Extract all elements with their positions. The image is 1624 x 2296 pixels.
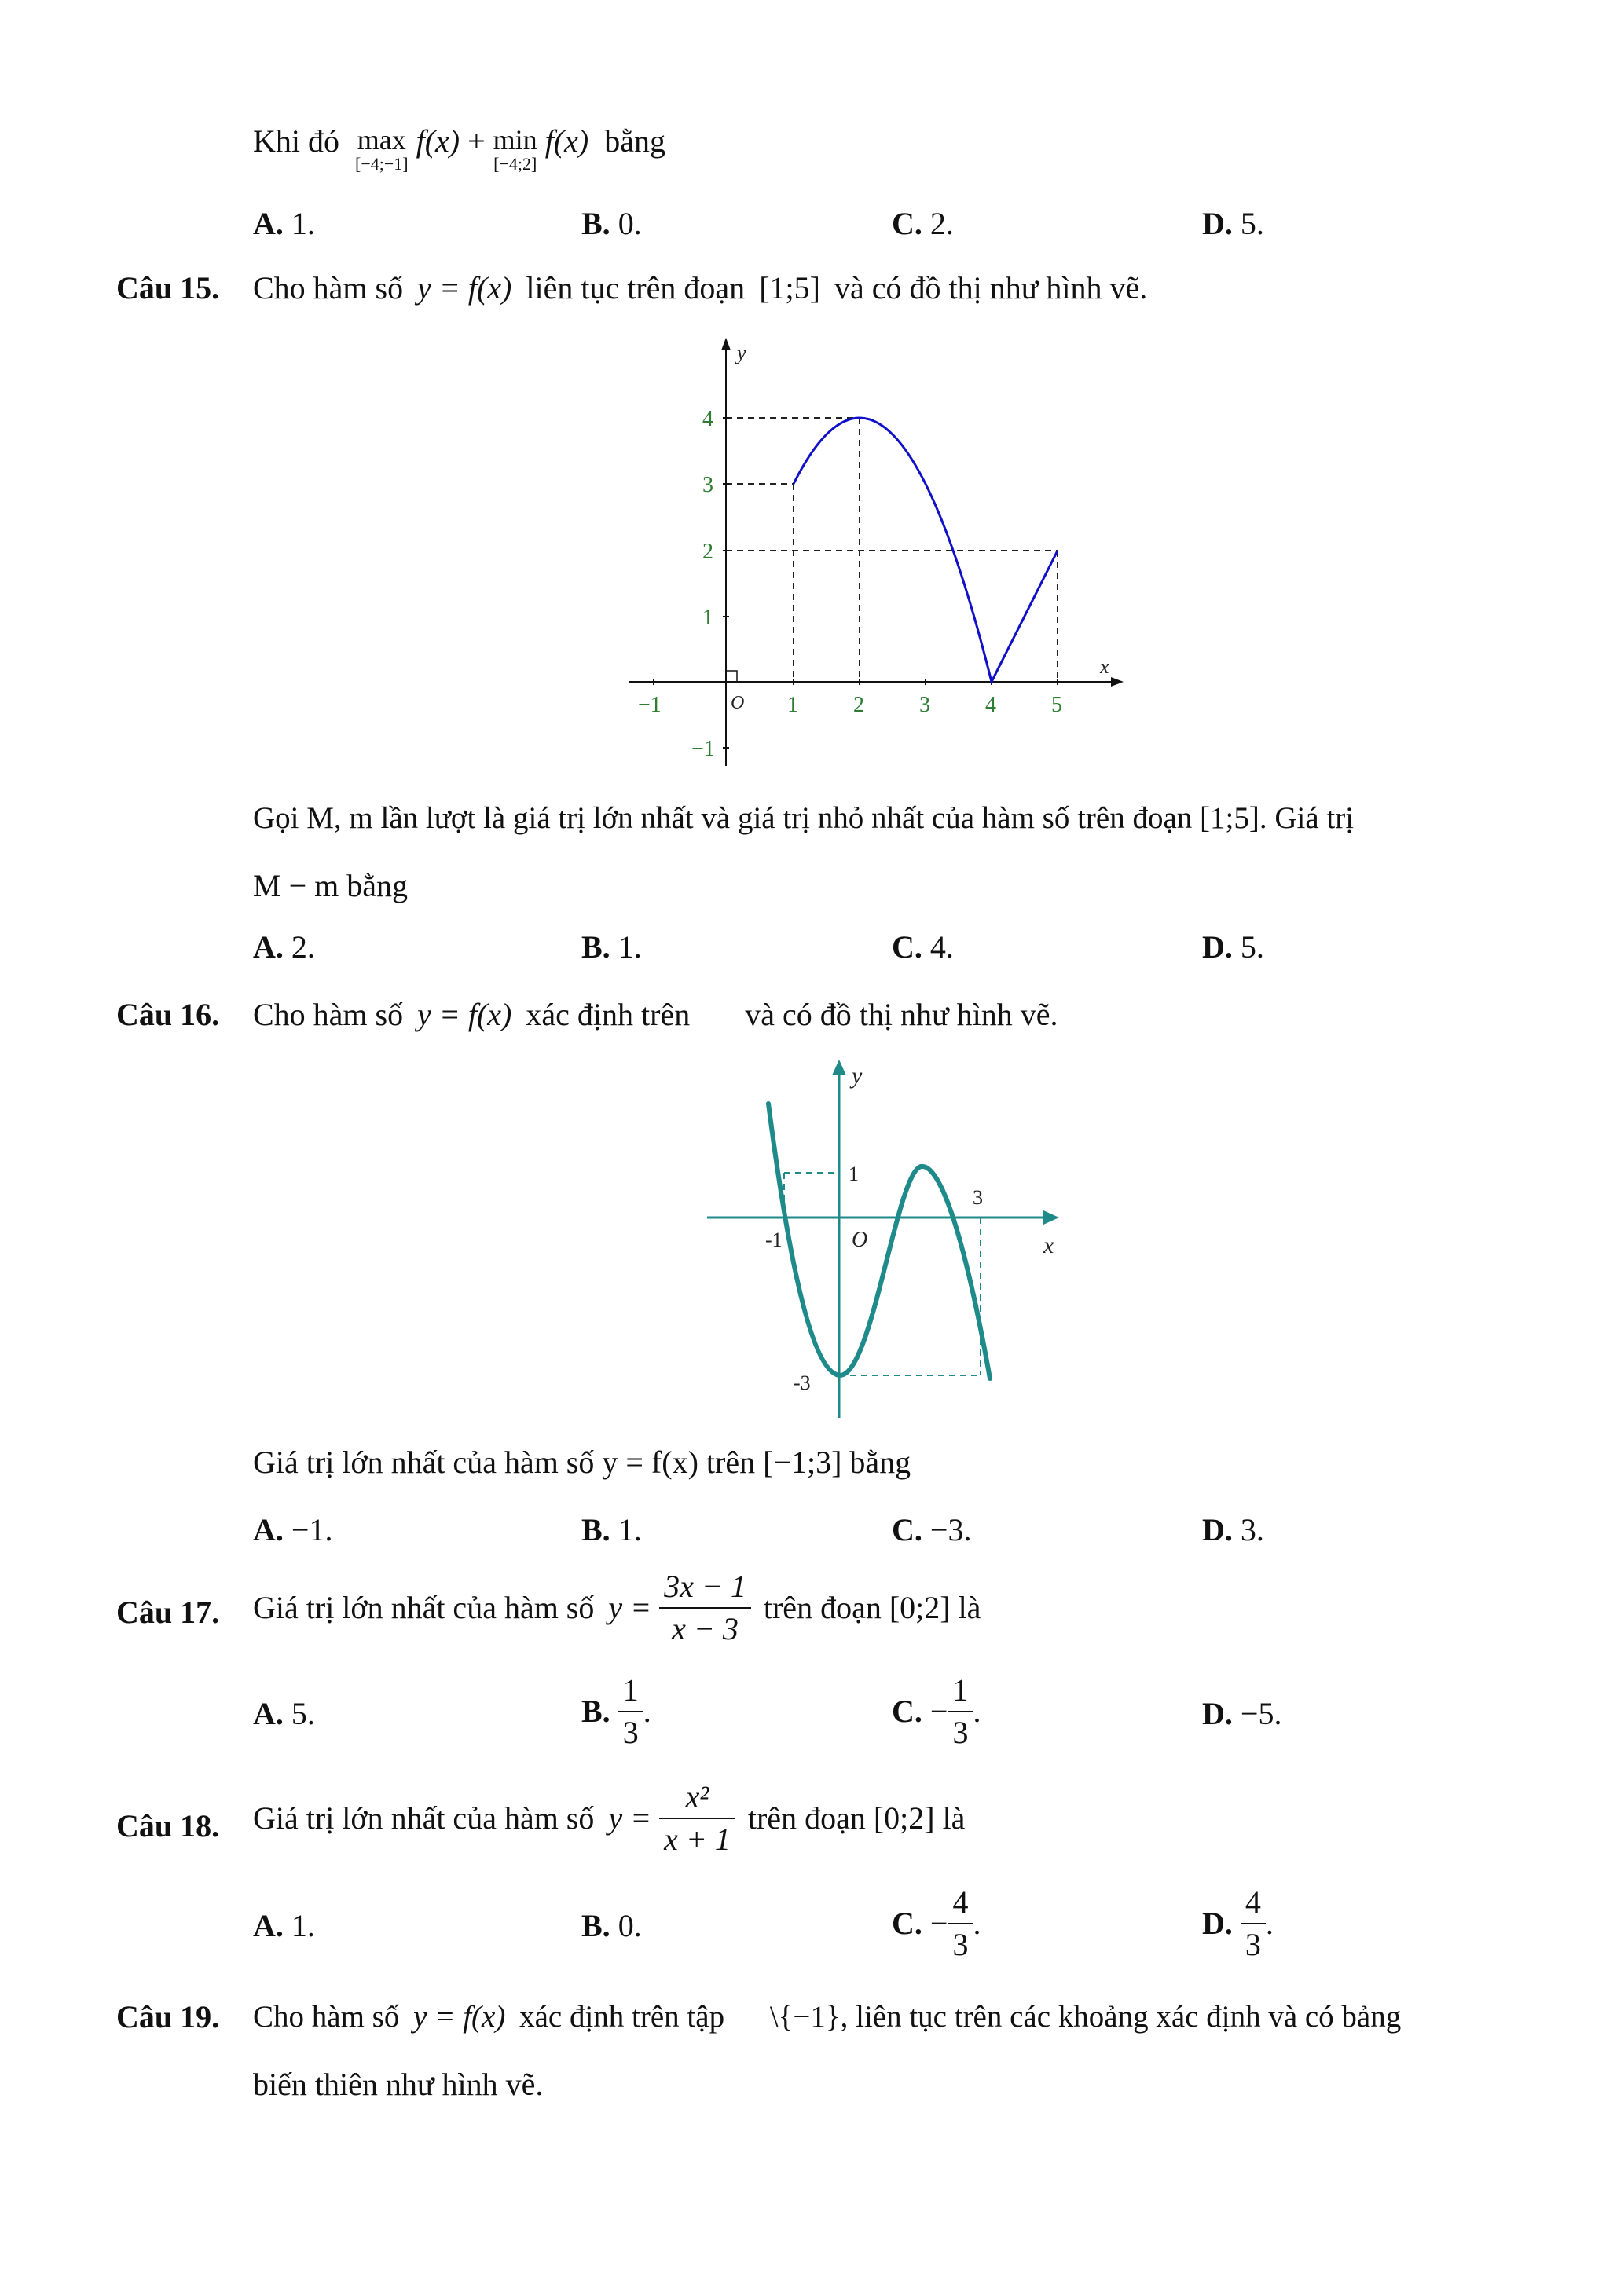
q14-answer-b[interactable] [581, 208, 642, 240]
tick-y-neg3: -3 [794, 1371, 811, 1394]
answer-value: 1. [291, 206, 315, 241]
ytick-neg1: −1 [691, 737, 715, 761]
xtick-5: 5 [1051, 693, 1062, 717]
q15-y-label: y [737, 342, 746, 364]
q15-answer-a[interactable] [253, 929, 315, 965]
answer-letter: C. [892, 206, 922, 241]
answer-after: . [973, 1694, 981, 1729]
answer-letter: A. [253, 1908, 284, 1943]
xtick-neg1: −1 [638, 693, 662, 717]
q15-guides [726, 418, 1058, 682]
answer-after: . [973, 1906, 981, 1941]
q18-text-b: trên đoạn [0;2] là [747, 1800, 966, 1836]
q14-fx1: f(x) [416, 123, 460, 159]
numerator: 1 [952, 1672, 969, 1708]
denominator: 3 [618, 1711, 643, 1749]
q19-stem [253, 2001, 1401, 2032]
y-axis-arrow [721, 338, 731, 350]
q15-func: y = f(x) [417, 270, 512, 306]
answer-after: . [643, 1694, 651, 1729]
q15-x-label: x [1100, 655, 1109, 678]
answer-letter: C. [892, 1906, 922, 1941]
q19-line2: biến thiên như hình vẽ. [253, 2067, 544, 2102]
max-subscript: [−4;−1] [355, 154, 409, 174]
q15-label: Câu 15. [116, 270, 220, 306]
ytick-1: 1 [702, 606, 713, 630]
answer-value: −1. [291, 1512, 333, 1547]
numerator: 1 [622, 1672, 639, 1708]
answer-value: 5. [1240, 929, 1264, 965]
q15-answer-b[interactable] [581, 929, 642, 965]
q15-stem [253, 270, 1148, 306]
answer-value: 0. [618, 206, 642, 241]
answer-value: 2. [291, 929, 315, 965]
q18-y-eq: y = [608, 1800, 652, 1836]
q17-answer-a[interactable] [253, 1698, 315, 1730]
answer-letter: D. [1202, 1906, 1233, 1941]
answer-fraction [948, 1884, 973, 1962]
q15-body-b: M − m bằng [253, 868, 408, 903]
q19-func: y = f(x) [413, 2000, 506, 2034]
denominator: 3 [1241, 1923, 1266, 1961]
y-axis-arrow [832, 1060, 846, 1075]
answer-letter: B. [581, 1694, 610, 1729]
q18-label: Câu 18. [116, 1808, 220, 1844]
answer-letter: D. [1202, 1696, 1233, 1731]
answer-value: 2. [929, 206, 954, 241]
q18-answer-c[interactable] [892, 1884, 981, 1962]
q15-graph [621, 330, 1139, 785]
answer-letter: C. [892, 1512, 922, 1547]
q15-text-a: Cho hàm số [253, 270, 404, 306]
answer-letter: D. [1202, 1512, 1233, 1547]
q14-stem [253, 123, 665, 174]
q16-origin-label: O [852, 1228, 868, 1252]
tick-x-neg1: -1 [765, 1229, 783, 1251]
q18-text-a: Giá trị lớn nhất của hàm số [253, 1800, 595, 1836]
min-subscript: [−4;2] [493, 154, 537, 174]
ytick-4: 4 [702, 407, 713, 431]
q17-answer-c[interactable] [892, 1672, 981, 1750]
q19-text-c: , liên tục trên các khoảng xác định và có bảng [840, 2000, 1402, 2034]
q14-min-operator [493, 126, 537, 173]
answer-value: 0. [618, 1908, 642, 1943]
answer-value: 3. [1240, 1512, 1264, 1547]
answer-sign: − [929, 1694, 948, 1729]
tick-x-3: 3 [973, 1186, 983, 1209]
tick-y-1: 1 [849, 1163, 859, 1185]
xtick-4: 4 [985, 693, 996, 717]
q17-answer-d[interactable] [1202, 1698, 1281, 1730]
origin-marker [726, 671, 737, 682]
answer-value: −3. [929, 1512, 972, 1547]
q15-text-b: liên tục trên đoạn [526, 270, 746, 306]
min-label: min [493, 124, 537, 156]
q17-label: Câu 17. [116, 1595, 220, 1630]
q14-fx2: f(x) [544, 123, 589, 159]
q16-answer-a[interactable] [253, 1514, 332, 1546]
q14-answer-a[interactable] [253, 208, 315, 240]
answer-value: 1. [618, 929, 642, 965]
answer-letter: B. [581, 206, 610, 241]
ytick-3: 3 [702, 473, 713, 497]
answer-value: 1. [291, 1908, 315, 1943]
q18-denominator: x + 1 [659, 1818, 735, 1855]
q18-stem [253, 1779, 966, 1857]
answer-value: 5. [291, 1696, 315, 1731]
max-label: max [357, 124, 406, 156]
q15-text-c: và có đồ thị như hình vẽ. [834, 270, 1148, 306]
answer-letter: A. [253, 1696, 284, 1731]
numerator: 4 [952, 1884, 969, 1920]
answer-letter: A. [253, 929, 284, 965]
q18-answer-b[interactable] [581, 1910, 642, 1942]
xtick-3: 3 [919, 693, 930, 717]
answer-letter: B. [581, 1512, 610, 1547]
q14-answer-c[interactable] [892, 208, 954, 240]
q19-text-a: Cho hàm số [253, 2000, 400, 2034]
q19-text-b: xác định trên tập [519, 2000, 725, 2034]
q16-y-label: y [852, 1063, 863, 1089]
q16-x-label: x [1043, 1232, 1054, 1258]
q15-tick-labels [638, 407, 1062, 761]
xtick-1: 1 [787, 693, 798, 717]
answer-after: . [1265, 1906, 1274, 1941]
q19-set: \{−1} [769, 2000, 841, 2034]
denominator: 3 [948, 1711, 973, 1749]
q16-text-b: xác định trên [526, 997, 691, 1032]
q18-fraction [659, 1779, 735, 1857]
q16-answer-b[interactable] [581, 1514, 642, 1546]
answer-letter: D. [1202, 929, 1233, 965]
answer-fraction [618, 1672, 643, 1750]
q16-graph [699, 1056, 1076, 1426]
q18-numerator: x² [685, 1779, 709, 1814]
q17-text-b: trên đoạn [0;2] là [763, 1590, 981, 1625]
answer-letter: B. [581, 929, 610, 965]
q14-max-operator [355, 126, 409, 173]
q18-answer-d[interactable] [1202, 1884, 1274, 1962]
denominator: 3 [948, 1923, 973, 1961]
q14-tail: bằng [604, 123, 665, 159]
answer-value: −5. [1240, 1696, 1282, 1731]
q16-label: Câu 16. [116, 997, 220, 1032]
answer-letter: A. [253, 206, 284, 241]
xtick-2: 2 [853, 693, 864, 717]
q15-body-a: Gọi M, m lần lượt là giá trị lớn nhất và giá trị nhỏ nhất của hàm số trên đoạn [1;5]. Giá trị [253, 801, 1355, 835]
q15-origin-label: O [731, 693, 745, 713]
q14-lead: Khi đó [253, 123, 339, 159]
q16-text-c: và có đồ thị như hình vẽ. [745, 997, 1058, 1032]
x-axis-arrow [1043, 1210, 1059, 1225]
q16-answer-c[interactable] [892, 1514, 971, 1546]
q17-fraction [659, 1571, 751, 1645]
q17-stem [253, 1571, 981, 1645]
q18-answer-a[interactable] [253, 1910, 315, 1942]
q15-answer-d[interactable] [1202, 929, 1264, 965]
answer-value: 1. [618, 1512, 642, 1547]
answer-fraction [948, 1672, 973, 1750]
q16-stem [253, 999, 1058, 1031]
q15-answer-c[interactable] [892, 929, 954, 965]
answer-value: 5. [1240, 206, 1264, 241]
q17-denominator: x − 3 [659, 1607, 751, 1645]
q16-text-a: Cho hàm số [253, 997, 404, 1032]
q16-question: Giá trị lớn nhất của hàm số y = f(x) trên [−1;3] bằng [253, 1445, 911, 1480]
q17-text-a: Giá trị lớn nhất của hàm số [253, 1590, 595, 1625]
answer-letter: B. [581, 1908, 610, 1943]
q14-plus: + [467, 123, 486, 159]
q16-func: y = f(x) [417, 997, 512, 1032]
x-axis-arrow [1111, 677, 1124, 687]
answer-letter: A. [253, 1512, 284, 1547]
q16-answer-d[interactable] [1202, 1514, 1264, 1546]
q17-numerator: 3x − 1 [664, 1569, 746, 1604]
q15-interval: [1;5] [759, 270, 820, 306]
answer-letter: D. [1202, 206, 1233, 241]
q19-label: Câu 19. [116, 1999, 220, 2034]
answer-letter: C. [892, 1694, 922, 1729]
answer-fraction [1241, 1884, 1266, 1962]
numerator: 4 [1245, 1884, 1261, 1920]
q14-answer-d[interactable] [1202, 208, 1264, 240]
ytick-2: 2 [702, 540, 713, 564]
answer-sign: − [929, 1906, 948, 1941]
q17-answer-b[interactable] [581, 1672, 651, 1750]
q16-curve [768, 1104, 990, 1379]
answer-value: 4. [929, 929, 954, 965]
answer-letter: C. [892, 929, 922, 965]
q17-y-eq: y = [608, 1590, 652, 1625]
